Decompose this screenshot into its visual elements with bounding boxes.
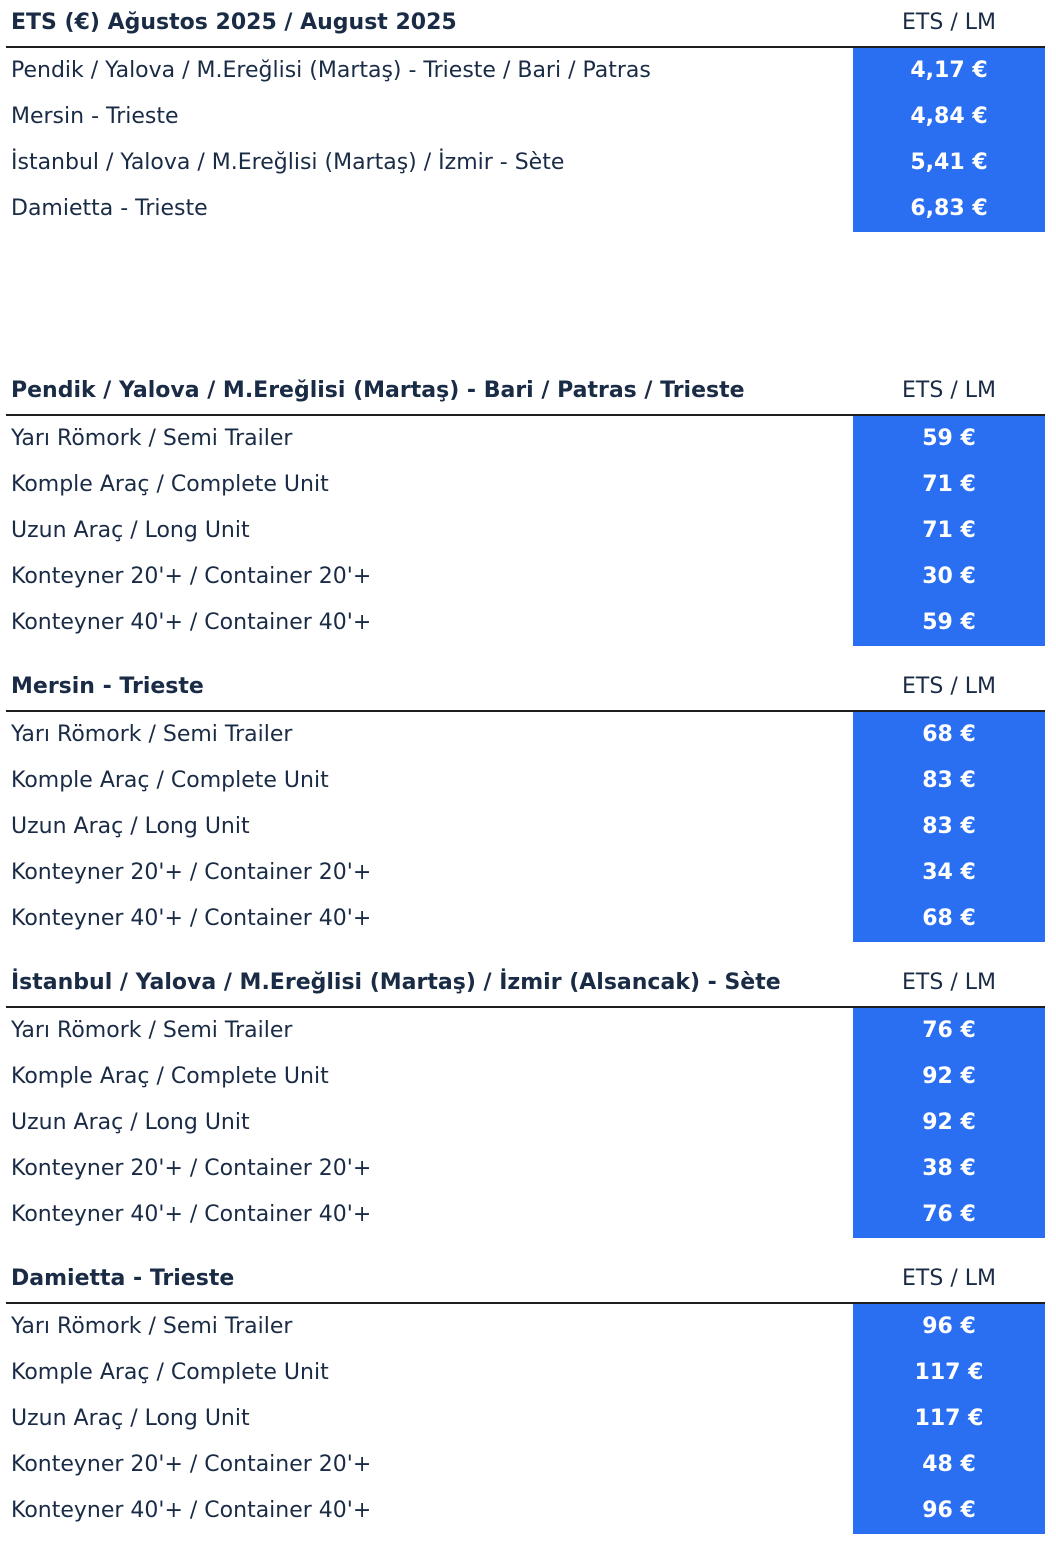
section-header-row (6, 664, 1045, 711)
summary-title: ETS (€) Ağustos 2025 / August 2025 (6, 0, 853, 47)
ets-value: 6,83 € (853, 186, 1045, 232)
route-section-table (6, 1256, 1045, 1534)
ets-value: 96 € (853, 1488, 1045, 1534)
unit-type-label: Yarı Römork / Semi Trailer (11, 426, 293, 451)
route-label: Damietta - Trieste (11, 196, 208, 221)
unit-type-label: Konteyner 40'+ / Container 40'+ (11, 1498, 372, 1523)
unit-type-label: Uzun Araç / Long Unit (11, 1110, 250, 1135)
table-row (6, 415, 1045, 462)
unit-type-label: Konteyner 20'+ / Container 20'+ (11, 564, 372, 589)
unit-type-label: Uzun Araç / Long Unit (11, 518, 250, 543)
unit-type-label: Konteyner 40'+ / Container 40'+ (11, 1202, 372, 1227)
unit-type-label: Yarı Römork / Semi Trailer (11, 722, 293, 747)
unit-type-label: Konteyner 20'+ / Container 20'+ (11, 860, 372, 885)
ets-value: 68 € (853, 711, 1045, 758)
ets-value: 76 € (853, 1007, 1045, 1054)
table-row (6, 1054, 1045, 1100)
ets-value: 83 € (853, 758, 1045, 804)
route-section-table (6, 960, 1045, 1238)
route-label: Pendik / Yalova / M.Ereğlisi (Martaş) - Trieste / Bari / Patras (11, 58, 651, 83)
unit-type-label: Konteyner 20'+ / Container 20'+ (11, 1452, 372, 1477)
table-row (6, 600, 1045, 646)
ets-value: 38 € (853, 1146, 1045, 1192)
section-title: Damietta - Trieste (6, 1256, 853, 1303)
ets-value: 34 € (853, 850, 1045, 896)
section-header-row (6, 368, 1045, 415)
unit-type-label: Yarı Römork / Semi Trailer (11, 1314, 293, 1339)
summary-header-row (6, 0, 1045, 47)
route-section-table (6, 368, 1045, 646)
ets-summary-table (6, 0, 1045, 232)
ets-value: 59 € (853, 415, 1045, 462)
ets-value: 5,41 € (853, 140, 1045, 186)
ets-value: 30 € (853, 554, 1045, 600)
table-row (6, 1442, 1045, 1488)
unit-type-label: Yarı Römork / Semi Trailer (11, 1018, 293, 1043)
table-row (6, 1100, 1045, 1146)
section-column-header: ETS / LM (853, 664, 1045, 711)
ets-value: 71 € (853, 462, 1045, 508)
table-row (6, 804, 1045, 850)
table-row (6, 462, 1045, 508)
ets-value: 4,17 € (853, 47, 1045, 94)
table-row (6, 1303, 1045, 1350)
ets-value: 4,84 € (853, 94, 1045, 140)
ets-value: 92 € (853, 1100, 1045, 1146)
table-row (6, 896, 1045, 942)
table-row (6, 94, 1045, 140)
table-row (6, 140, 1045, 186)
route-label: Mersin - Trieste (11, 104, 179, 129)
route-label: İstanbul / Yalova / M.Ereğlisi (Martaş) / İzmir - Sète (11, 150, 565, 175)
table-row (6, 711, 1045, 758)
table-row (6, 1396, 1045, 1442)
ets-value: 96 € (853, 1303, 1045, 1350)
section-header-row (6, 1256, 1045, 1303)
route-section-table (6, 664, 1045, 942)
ets-value: 117 € (853, 1350, 1045, 1396)
section-column-header: ETS / LM (853, 368, 1045, 415)
unit-type-label: Konteyner 40'+ / Container 40'+ (11, 906, 372, 931)
table-row (6, 1350, 1045, 1396)
table-row (6, 47, 1045, 94)
section-title: İstanbul / Yalova / M.Ereğlisi (Martaş) / İzmir (Alsancak) - Sète (6, 960, 853, 1007)
unit-type-label: Konteyner 20'+ / Container 20'+ (11, 1156, 372, 1181)
ets-value: 76 € (853, 1192, 1045, 1238)
ets-value: 71 € (853, 508, 1045, 554)
section-title: Pendik / Yalova / M.Ereğlisi (Martaş) - Bari / Patras / Trieste (6, 368, 853, 415)
unit-type-label: Komple Araç / Complete Unit (11, 1360, 329, 1385)
table-row (6, 1192, 1045, 1238)
section-column-header: ETS / LM (853, 960, 1045, 1007)
unit-type-label: Komple Araç / Complete Unit (11, 1064, 329, 1089)
ets-value: 117 € (853, 1396, 1045, 1442)
ets-value: 59 € (853, 600, 1045, 646)
unit-type-label: Komple Araç / Complete Unit (11, 768, 329, 793)
table-row (6, 508, 1045, 554)
ets-value: 68 € (853, 896, 1045, 942)
section-column-header: ETS / LM (853, 1256, 1045, 1303)
table-row (6, 1146, 1045, 1192)
table-row (6, 554, 1045, 600)
table-row (6, 758, 1045, 804)
table-row (6, 1007, 1045, 1054)
summary-column-header: ETS / LM (853, 0, 1045, 47)
unit-type-label: Uzun Araç / Long Unit (11, 1406, 250, 1431)
table-row (6, 850, 1045, 896)
unit-type-label: Komple Araç / Complete Unit (11, 472, 329, 497)
unit-type-label: Konteyner 40'+ / Container 40'+ (11, 610, 372, 635)
ets-value: 48 € (853, 1442, 1045, 1488)
section-title: Mersin - Trieste (6, 664, 853, 711)
ets-value: 92 € (853, 1054, 1045, 1100)
table-row (6, 1488, 1045, 1534)
table-row (6, 186, 1045, 232)
ets-value: 83 € (853, 804, 1045, 850)
section-header-row (6, 960, 1045, 1007)
unit-type-label: Uzun Araç / Long Unit (11, 814, 250, 839)
